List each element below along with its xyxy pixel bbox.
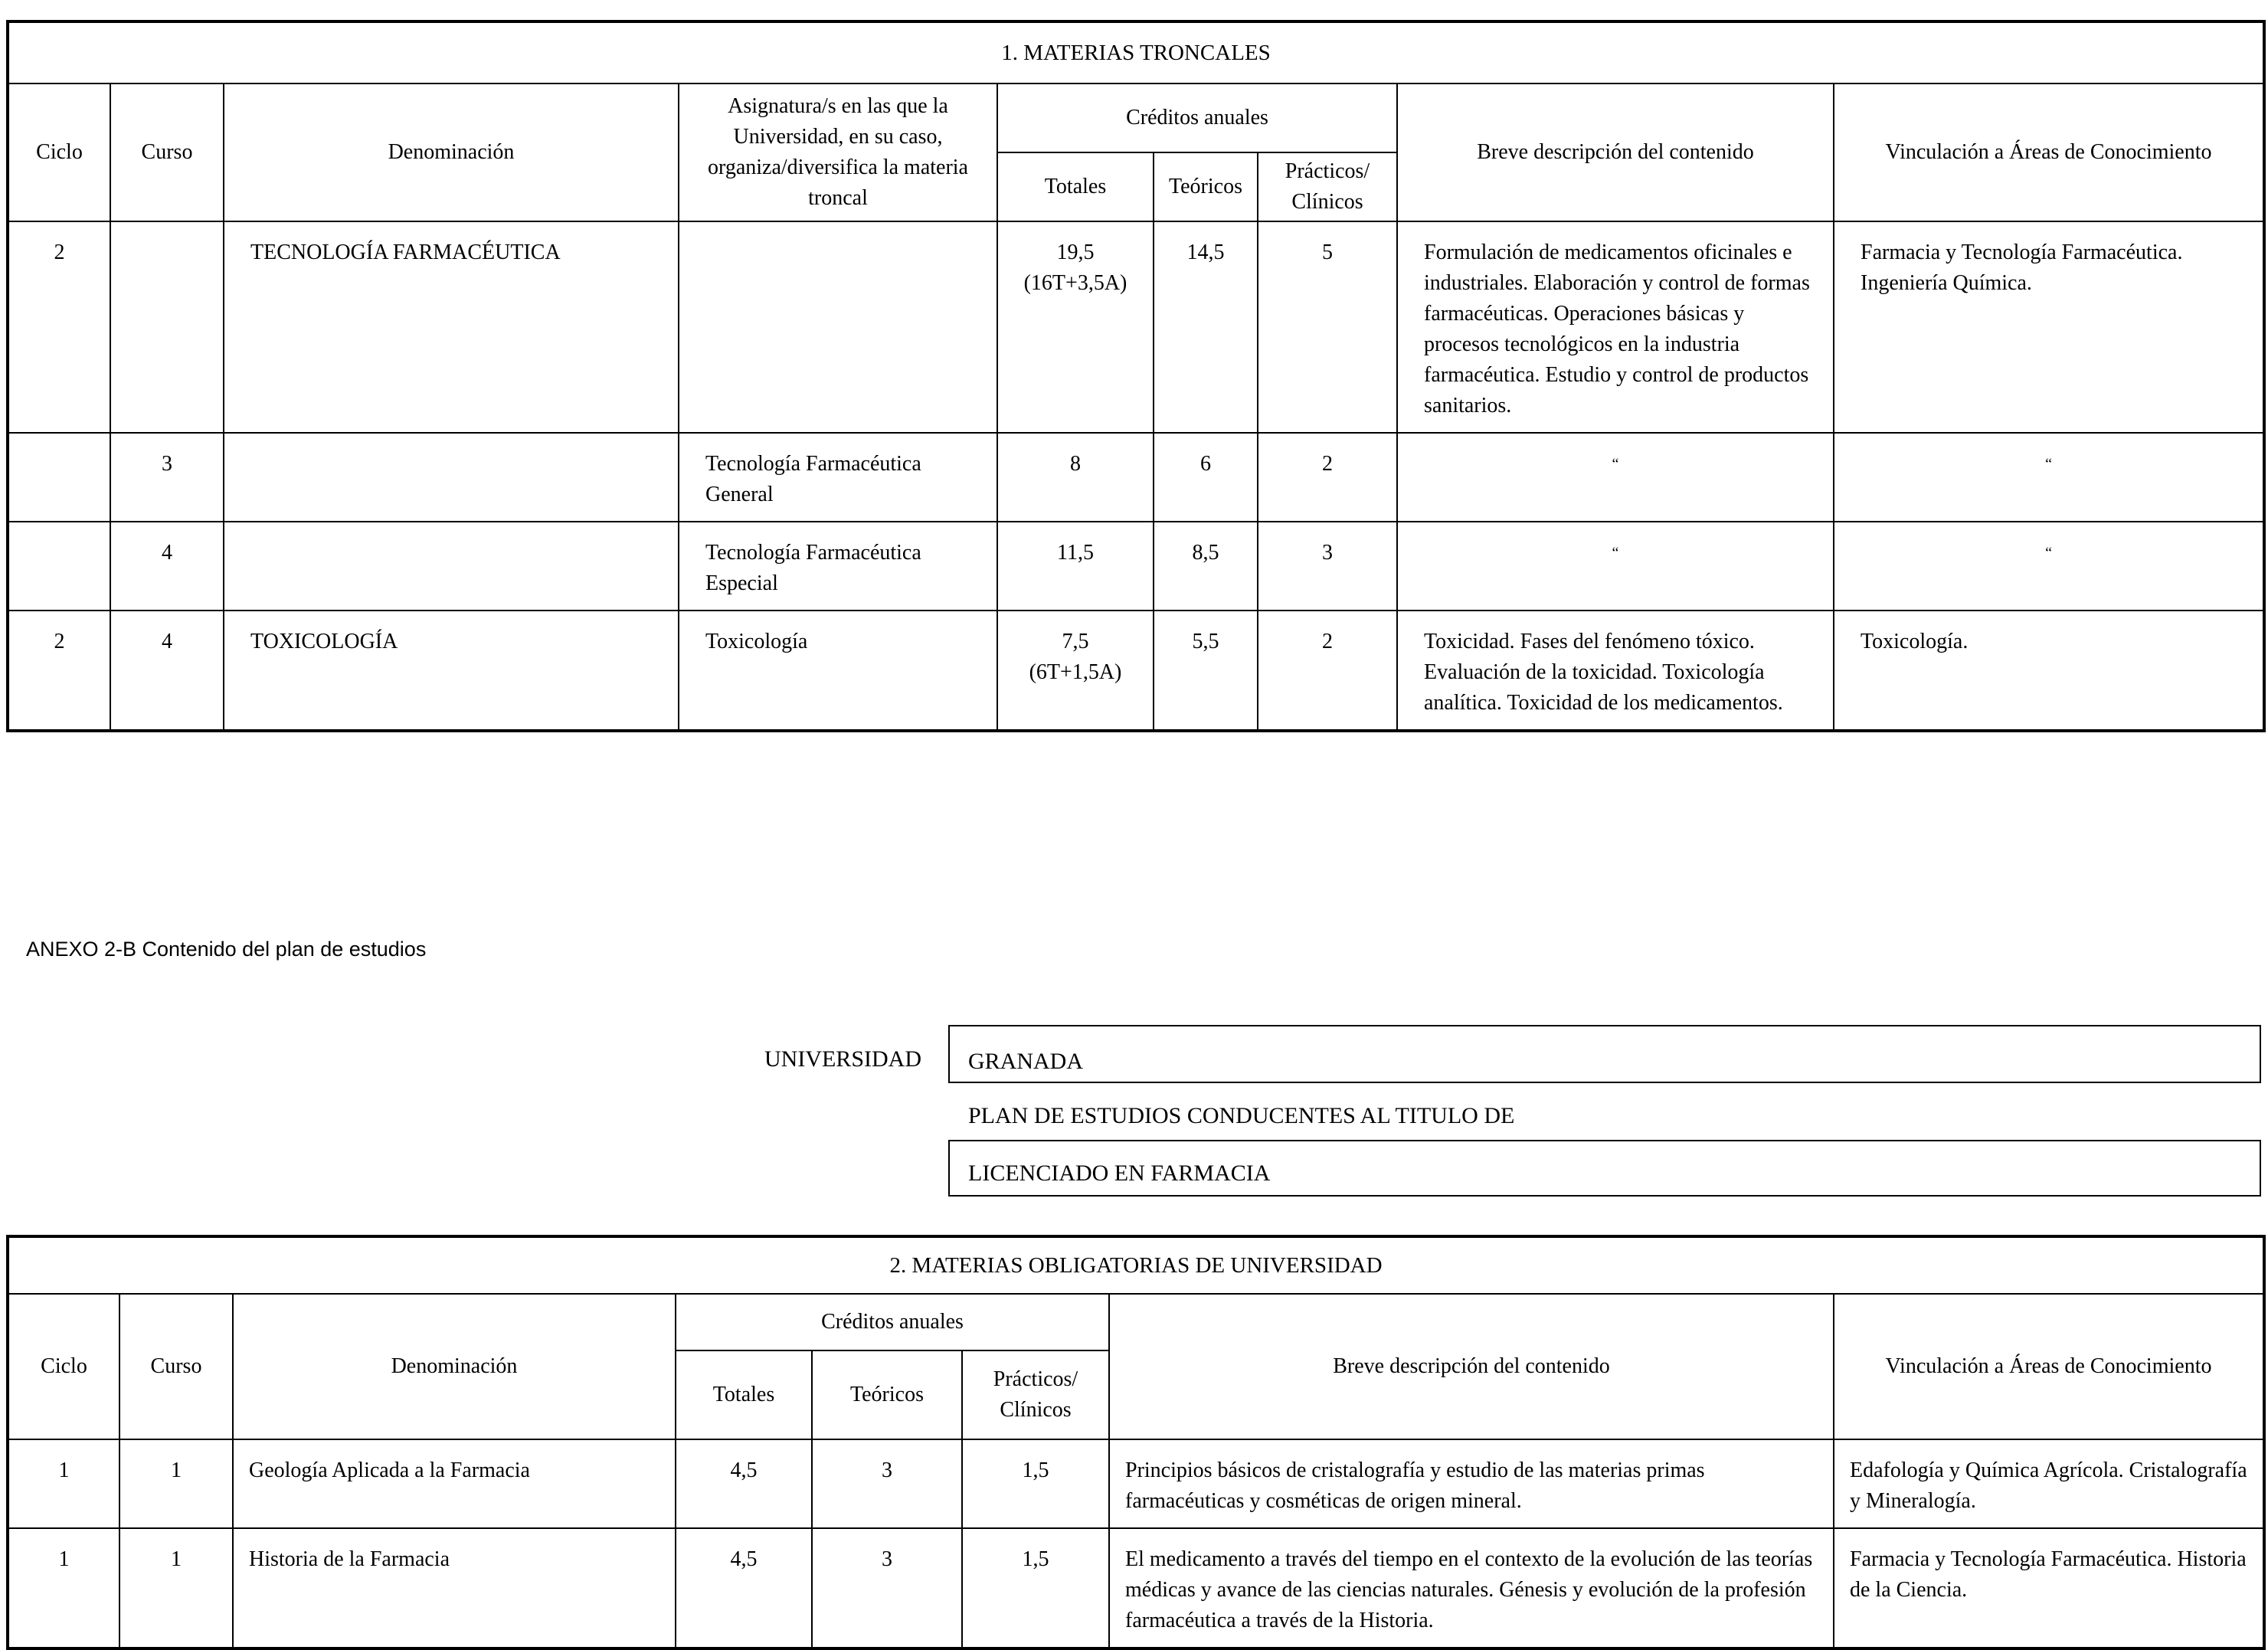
cell-ciclo <box>9 522 110 548</box>
cell-ciclo <box>9 434 110 460</box>
universidad-value: GRANADA <box>968 1049 1083 1074</box>
header-creditos: Créditos anuales <box>676 1294 1109 1350</box>
header-descripcion: Breve descripción del contenido <box>1397 83 1834 221</box>
header-descripcion: Breve descripción del contenido <box>1109 1294 1834 1439</box>
cell-teoricos: 3 <box>882 1458 892 1482</box>
header-practicos: Prácticos/ Clínicos <box>1258 152 1397 221</box>
table-row <box>8 221 2264 433</box>
cell-vinculacion-ditto: “ <box>2045 456 2052 473</box>
cell-curso: 1 <box>171 1458 182 1482</box>
cell-descripcion-ditto: “ <box>1612 456 1619 473</box>
cell-vinculacion: Edafología y Química Agrícola. Cristalografía y Mineralogía. <box>1850 1458 2247 1513</box>
cell-descripcion-ditto: “ <box>1612 545 1619 561</box>
cell-asignatura: Toxicología <box>705 630 808 653</box>
cell-totales: 4,5 <box>730 1547 758 1571</box>
cell-asignatura: Tecnología Farmacéutica General <box>705 452 921 506</box>
cell-practicos: 1,5 <box>1022 1458 1049 1482</box>
cell-denominacion: Geología Aplicada a la Farmacia <box>249 1458 530 1482</box>
cell-descripcion: Formulación de medicamentos oficinales e industriales. Elaboración y control de formas farmacéuticas. Operaciones básicas y procesos tecnológicos en la industria farmacéutica. Estudio y control de productos sanitarios. <box>1424 241 1810 417</box>
cell-practicos: 2 <box>1322 630 1333 653</box>
cell-totales: 7,5 <box>1062 630 1089 653</box>
table-row <box>8 611 2264 731</box>
universidad-label: UNIVERSIDAD <box>764 1046 921 1072</box>
cell-totales: 11,5 <box>1057 541 1094 565</box>
header-totales: Totales <box>997 152 1154 221</box>
cell-denominacion <box>250 434 666 460</box>
header-creditos: Créditos anuales <box>997 83 1397 152</box>
cell-descripcion: Principios básicos de cristalografía y estudio de las materias primas farmacéuticas y cosméticas de origen mineral. <box>1125 1458 1705 1513</box>
cell-practicos: 5 <box>1322 241 1333 264</box>
cell-vinculacion: Farmacia y Tecnología Farmacéutica. Ingeniería Química. <box>1861 241 2183 295</box>
universidad-field <box>948 1025 2261 1083</box>
cell-denominacion <box>250 522 666 548</box>
cell-ciclo: 1 <box>58 1458 70 1482</box>
cell-asignatura <box>705 222 984 248</box>
cell-totales: 4,5 <box>730 1458 758 1482</box>
header-teoricos: Teóricos <box>812 1350 962 1439</box>
cell-curso: 4 <box>162 541 172 565</box>
table-row <box>8 522 2264 611</box>
table-title: 1. MATERIAS TRONCALES <box>8 21 2264 83</box>
cell-totales-breakdown: (16T+3,5A) <box>1023 271 1127 295</box>
table-materias-troncales <box>6 20 2266 732</box>
table-row <box>8 1528 2264 1648</box>
header-vinculacion: Vinculación a Áreas de Conocimiento <box>1834 1294 2264 1439</box>
cell-denominacion: Historia de la Farmacia <box>249 1547 450 1571</box>
header-vinculacion: Vinculación a Áreas de Conocimiento <box>1834 83 2264 221</box>
cell-teoricos: 6 <box>1200 452 1211 476</box>
header-totales: Totales <box>676 1350 812 1439</box>
cell-teoricos: 3 <box>882 1547 892 1571</box>
cell-vinculacion: Toxicología. <box>1861 630 1969 653</box>
cell-curso: 1 <box>171 1547 182 1571</box>
cell-teoricos: 5,5 <box>1192 630 1219 653</box>
header-asignatura: Asignatura/s en las que la Universidad, en su caso, organiza/diversifica la materia troncal <box>679 83 997 221</box>
cell-curso: 3 <box>162 452 172 476</box>
cell-curso <box>111 222 223 248</box>
cell-vinculacion: Farmacia y Tecnología Farmacéutica. Historia de la Ciencia. <box>1850 1547 2247 1602</box>
cell-curso: 4 <box>162 630 172 653</box>
header-curso: Curso <box>110 83 224 221</box>
cell-denominacion: TOXICOLOGÍA <box>250 630 398 653</box>
cell-descripcion: El medicamento a través del tiempo en el contexto de la evolución de las teorías médicas y avance de las ciencias naturales. Génesis y evolución de la profesión farmacéutica a través de la Historia. <box>1125 1547 1813 1632</box>
header-curso: Curso <box>119 1294 233 1439</box>
cell-vinculacion-ditto: “ <box>2045 545 2052 561</box>
cell-ciclo: 2 <box>54 630 65 653</box>
header-denominacion: Denominación <box>224 83 679 221</box>
cell-practicos: 1,5 <box>1022 1547 1049 1571</box>
cell-teoricos: 14,5 <box>1186 241 1225 264</box>
table-title: 2. MATERIAS OBLIGATORIAS DE UNIVERSIDAD <box>8 1236 2264 1294</box>
cell-totales: 19,5 <box>1056 241 1095 264</box>
table-row <box>8 433 2264 522</box>
cell-descripcion: Toxicidad. Fases del fenómeno tóxico. Evaluación de la toxicidad. Toxicología analítica. Toxicidad de los medicamentos. <box>1424 630 1783 715</box>
cell-asignatura: Tecnología Farmacéutica Especial <box>705 541 921 595</box>
cell-practicos: 3 <box>1322 541 1333 565</box>
titulo-value: LICENCIADO EN FARMACIA <box>968 1161 1271 1186</box>
table-row <box>8 1439 2264 1528</box>
cell-denominacion: TECNOLOGÍA FARMACÉUTICA <box>250 241 561 264</box>
header-practicos: Prácticos/ Clínicos <box>962 1350 1109 1439</box>
cell-ciclo: 1 <box>58 1547 70 1571</box>
header-denominacion: Denominación <box>233 1294 676 1439</box>
plan-label: PLAN DE ESTUDIOS CONDUCENTES AL TITULO DE <box>968 1103 1515 1128</box>
header-ciclo: Ciclo <box>8 83 110 221</box>
titulo-field <box>948 1140 2261 1197</box>
header-teoricos: Teóricos <box>1154 152 1258 221</box>
cell-totales: 8 <box>1070 452 1081 476</box>
cell-totales-breakdown: (6T+1,5A) <box>1029 660 1122 684</box>
table-materias-obligatorias <box>6 1235 2266 1650</box>
cell-ciclo: 2 <box>54 241 65 264</box>
cell-practicos: 2 <box>1322 452 1333 476</box>
annex-title: ANEXO 2-B Contenido del plan de estudios <box>26 938 427 961</box>
header-ciclo: Ciclo <box>8 1294 119 1439</box>
cell-teoricos: 8,5 <box>1192 541 1219 565</box>
